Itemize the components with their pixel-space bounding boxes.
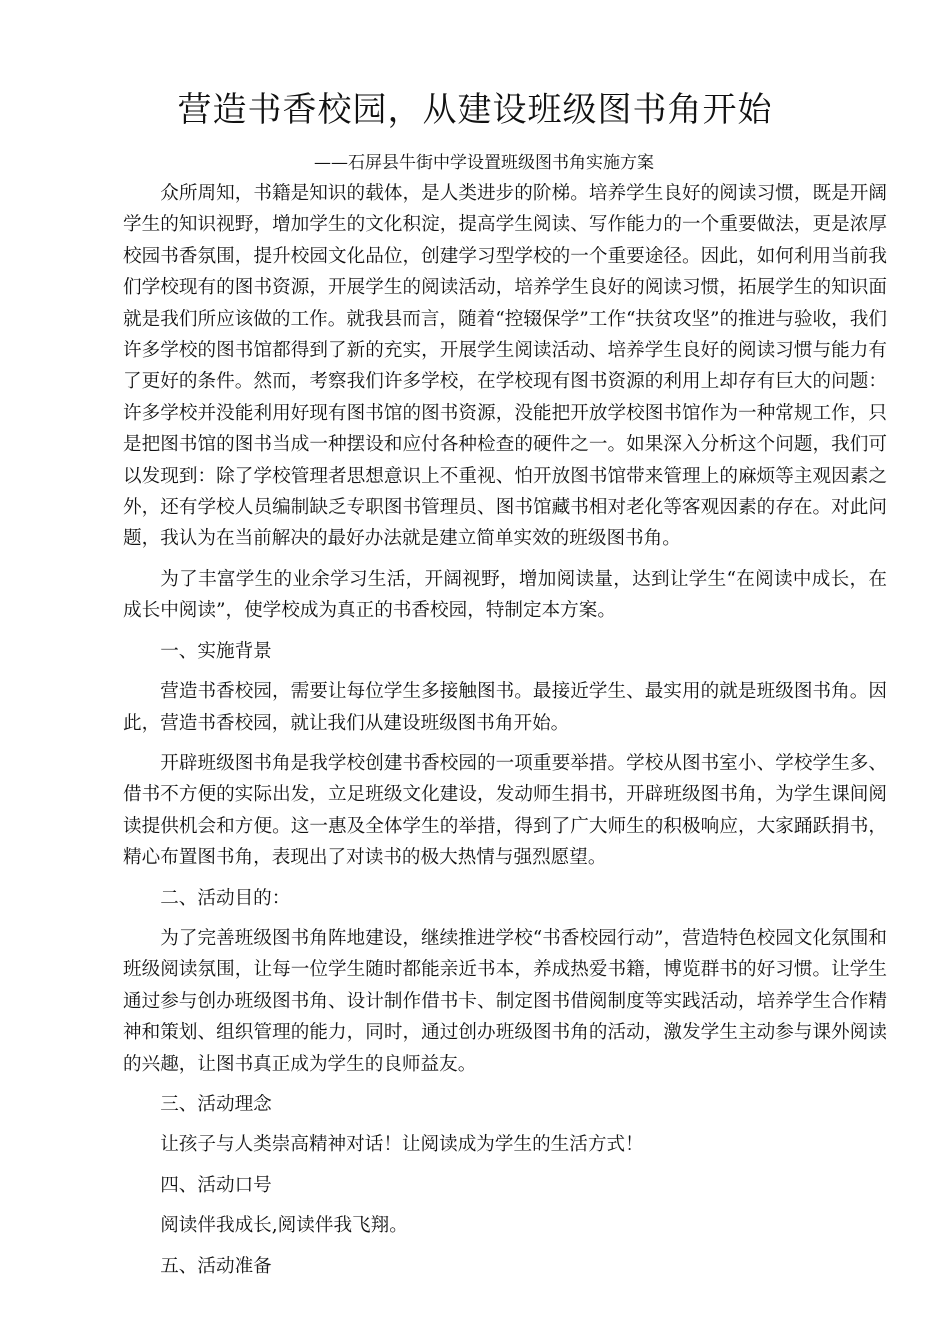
paragraph-background-2: 开辟班级图书角是我学校创建书香校园的一项重要举措。学校从图书室小、学校学生多、借书不方便的实际出发，立足班级文化建设，发动师生捐书，开辟班级图书角，为学生课间阅读提供机会和方便。这一惠及全体学生的举措，得到了广大师生的积极响应，大家踊跃捐书，精心布置图书角，表现出了对读书的极大热情与强烈愿望。 <box>123 752 887 869</box>
section-heading-preparation: 五、活动准备 <box>160 1255 272 1277</box>
section-heading-goals: 二、活动目的： <box>160 887 291 909</box>
section-heading-background: 一、实施背景 <box>160 640 272 662</box>
section-heading-slogan: 四、活动口号 <box>160 1174 272 1196</box>
paragraph-background-1: 营造书香校园，需要让每位学生多接触图书。最接近学生、最实用的就是班级图书角。因此，营造书香校园，就让我们从建设班级图书角开始。 <box>123 681 887 734</box>
paragraph-intro: 众所周知，书籍是知识的载体，是人类进步的阶梯。培养学生良好的阅读习惯，既是开阔学生的知识视野，增加学生的文化积淀，提高学生阅读、写作能力的一个重要做法，更是浓厚校园书香氛围，提升校园文化品位，创建学习型学校的一个重要途径。因此，如何利用当前我们学校现有的图书资源，开展学生的阅读活动，培养学生良好的阅读习惯，拓展学生的知识面就是我们所应该做的工作。就我县而言，随着“控辍保学”工作“扶贫攻坚”的推进与验收，我们许多学校的图书馆都得到了新的充实，开展学生阅读活动、培养学生良好的阅读习惯与能力有了更好的条件。然而，考察我们许多学校，在学校现有图书资源的利用上却存有巨大的问题：许多学校并没能利用好现有图书馆的图书资源，没能把开放学校图书馆作为一种常规工作，只是把图书馆的图书当成一种摆设和应付各种检查的硬件之一。如果深入分析这个问题，我们可以发现到：除了学校管理者思想意识上不重视、怕开放图书馆带来管理上的麻烦等主观因素之外，还有学校人员编制缺乏专职图书管理员、图书馆藏书相对老化等客观因素的存在。对此问题，我认为在当前解决的最好办法就是建立简单实效的班级图书角。 <box>123 183 887 550</box>
paragraph-slogan: 阅读伴我成长,阅读伴我飞翔。 <box>160 1215 408 1237</box>
paragraph-philosophy: 让孩子与人类崇高精神对话！让阅读成为学生的生活方式！ <box>160 1134 644 1156</box>
section-heading-philosophy: 三、活动理念 <box>160 1093 272 1115</box>
document-subtitle: ——石屏县牛街中学设置班级图书角实施方案 <box>314 153 654 173</box>
paragraph-goals: 为了完善班级图书角阵地建设，继续推进学校“书香校园行动”，营造特色校园文化氛围和班级阅读氛围，让每一位学生随时都能亲近书本，养成热爱书籍，博览群书的好习惯。让学生通过参与创办班级图书角、设计制作借书卡、制定图书借阅制度等实践活动，培养学生合作精神和策划、组织管理的能力，同时，通过创办班级图书角的活动，激发学生主动参与课外阅读的兴趣，让图书真正成为学生的良师益友。 <box>123 927 887 1075</box>
document-body <box>123 178 887 1291</box>
document-title: 营造书香校园，从建设班级图书角开始 <box>177 90 773 130</box>
paragraph-purpose: 为了丰富学生的业余学习生活，开阔视野，增加阅读量，达到让学生“在阅读中成长，在成长中阅读”，使学校成为真正的书香校园，特制定本方案。 <box>123 568 887 622</box>
